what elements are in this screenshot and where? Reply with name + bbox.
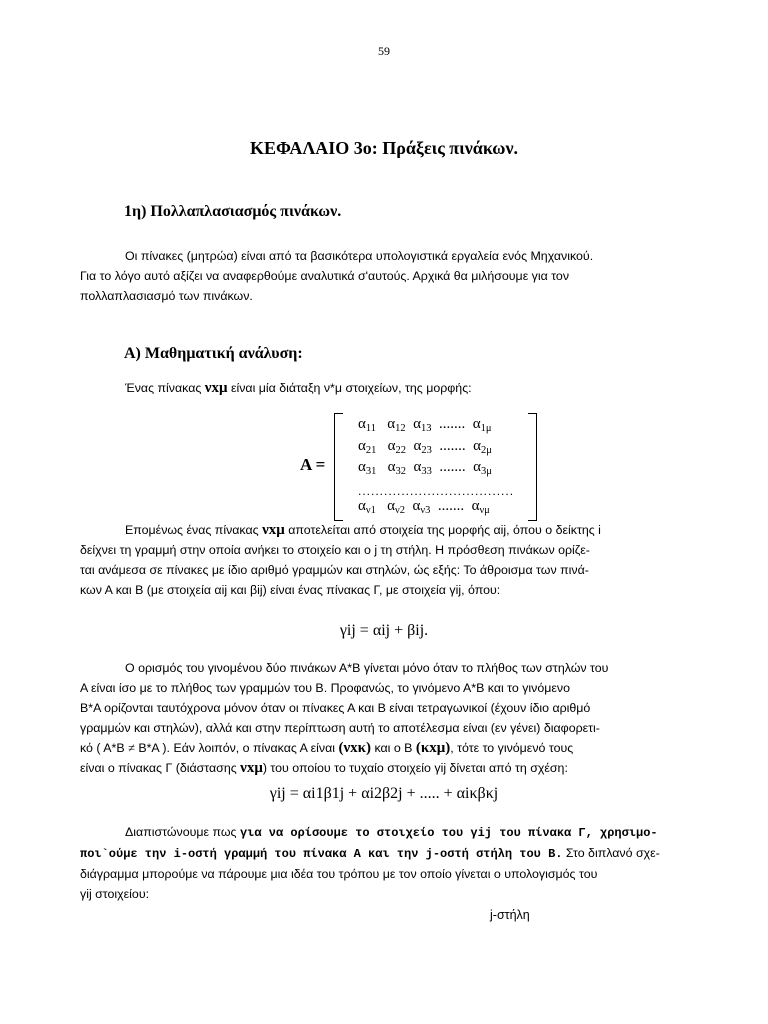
dims-a: (νxκ) [338,740,371,756]
p4-line2 [80,843,688,864]
intro-paragraph [80,246,688,306]
intro-line-1: Οι πίνακες (μητρώα) είναι από τα βασικότερα υπολογιστικά εργαλεία ενός Μηχανικού. [125,249,594,263]
intro-line-3: πολλαπλασιασμό των πινάκων. [80,289,253,303]
section-title-multiplication: 1η) Πολλαπλασιασμός πινάκων. [124,203,342,220]
p4-line2-bold: ποι`ούμε την i-οστή γραμμή του πίνακα Α και την j-οστή στήλη του Β. [80,847,563,861]
definition-pre: Ένας πίνακας [125,381,205,395]
intro-line-2: Για το λόγο αυτό αξίζει να αναφερθούμε αναλυτικά σ'αυτούς. Αρχικά θα μιλήσουμε για τον [80,269,570,283]
not-equal-sign: ≠ [128,741,135,755]
matrix-row-1: α11 α12 α13 ....... α1μ [358,416,492,434]
definition-line [80,378,688,398]
definition-dims: νxμ [204,380,228,396]
p3-l5-pre: κό ( Α*Β [80,741,129,755]
p3-line3: Β*Α ορίζονται ταυτόχρονα μόνον όταν οι πίνακες Α και Β είναι τετραγωνικοί (έχουν ίδιο αριθμό [80,701,591,715]
addition-equation: γij = αij + βij. [339,622,429,639]
page-number: 59 [378,44,390,58]
p2-line4: κων Α και Β (με στοιχεία αij και βij) είναι ένας πίνακας Γ, με στοιχεία γij, όπου: [80,583,501,597]
product-equation: γij = αi1β1j + αi2β2j + ..... + αiκβκj [269,785,499,802]
p3-l5-mid2: και ο Β [371,741,416,755]
p3-line5 [80,738,688,758]
j-column-label: j-στήλη [490,908,530,922]
p3-l5-post: , τότε το γινόμενό τους [450,741,574,755]
p3-line6 [80,758,688,778]
matrix-label: A = [300,455,326,474]
chapter-title: ΚΕΦΑΛΑΙΟ 3ο: Πράξεις πινάκων. [249,138,519,158]
matrix-right-bracket [528,413,537,521]
matrix-left-bracket [334,413,343,521]
p3-line2: Α είναι ίσο με το πλήθος των γραμμών του Β. Προφανώς, το γινόμενο Α*Β και το γινόμενο [80,681,571,695]
dims-g: νxμ [240,760,263,776]
addition-paragraph [80,520,688,600]
p4-line1-pre: Διαπιστώνουμε πως [125,825,240,839]
dims-b: (κxμ) [415,740,451,756]
p3-l6-post: ) του οποίου το τυχαίο στοιχείο γij δίνεται από τη σχέση: [262,761,568,775]
element-paragraph [80,822,688,904]
p3-l6-pre: είναι ο πίνακας Γ (διάστασης [80,761,241,775]
product-paragraph [80,658,688,778]
p3-line1: Ο ορισμός του γινομένου δύο πινάκων Α*Β γίνεται μόνο όταν το πλήθος των στηλών του [125,661,609,675]
section-title-analysis: Α) Μαθηματική ανάλυση: [124,345,303,362]
matrix-row-3: α31 α32 α33 ....... α3μ [358,459,492,477]
p4-line4: γij στοιχείου: [80,887,150,901]
p2-line2: δείχνει τη γραμμή στην οποία ανήκει το στοιχείο και ο j τη στήλη. Η πρόσθεση πινάκων ορίζε- [80,543,590,557]
p3-line4: γραμμών και στηλών), αλλά και στην περίπτωση αυτή το αποτέλεσμα είναι (εν γένει) διαφορετι- [80,721,600,735]
matrix-dots-row: .................................... [358,484,515,498]
p2-line3: ται ανάμεσα σε πίνακες με ίδιο αριθμό γραμμών και στηλών, ώς εξής: Το άθροισμα των πινά- [80,563,589,577]
matrix-row-2: α21 α22 α23 ....... α2μ [358,438,492,456]
p4-line2-post: Στο διπλανό σχε- [562,846,660,860]
p4-line1-bold: για να ορίσουμε το στοιχείο του γij του πίνακα Γ, χρησιμο- [239,826,658,840]
p2-dims: νxμ [262,522,285,538]
definition-post: είναι μία διάταξη ν*μ στοιχείων, της μορφής: [227,381,472,395]
p4-line3: διάγραμμα μπορούμε να πάρουμε μια ιδέα του τρόπου με τον οποίο γίνεται ο υπολογισμός του [80,867,598,881]
matrix-row-last: αν1 αν2 αν3 ....... ανμ [358,498,490,516]
p3-l5-mid: Β*Α ). Εάν λοιπόν, ο πίνακας Α είναι [134,741,339,755]
p2-line1-pre: Επομένως ένας πίνακας [125,523,263,537]
p2-line1-post: αποτελείται από στοιχεία της μορφής αij, όπου ο δείκτης i [284,523,601,537]
